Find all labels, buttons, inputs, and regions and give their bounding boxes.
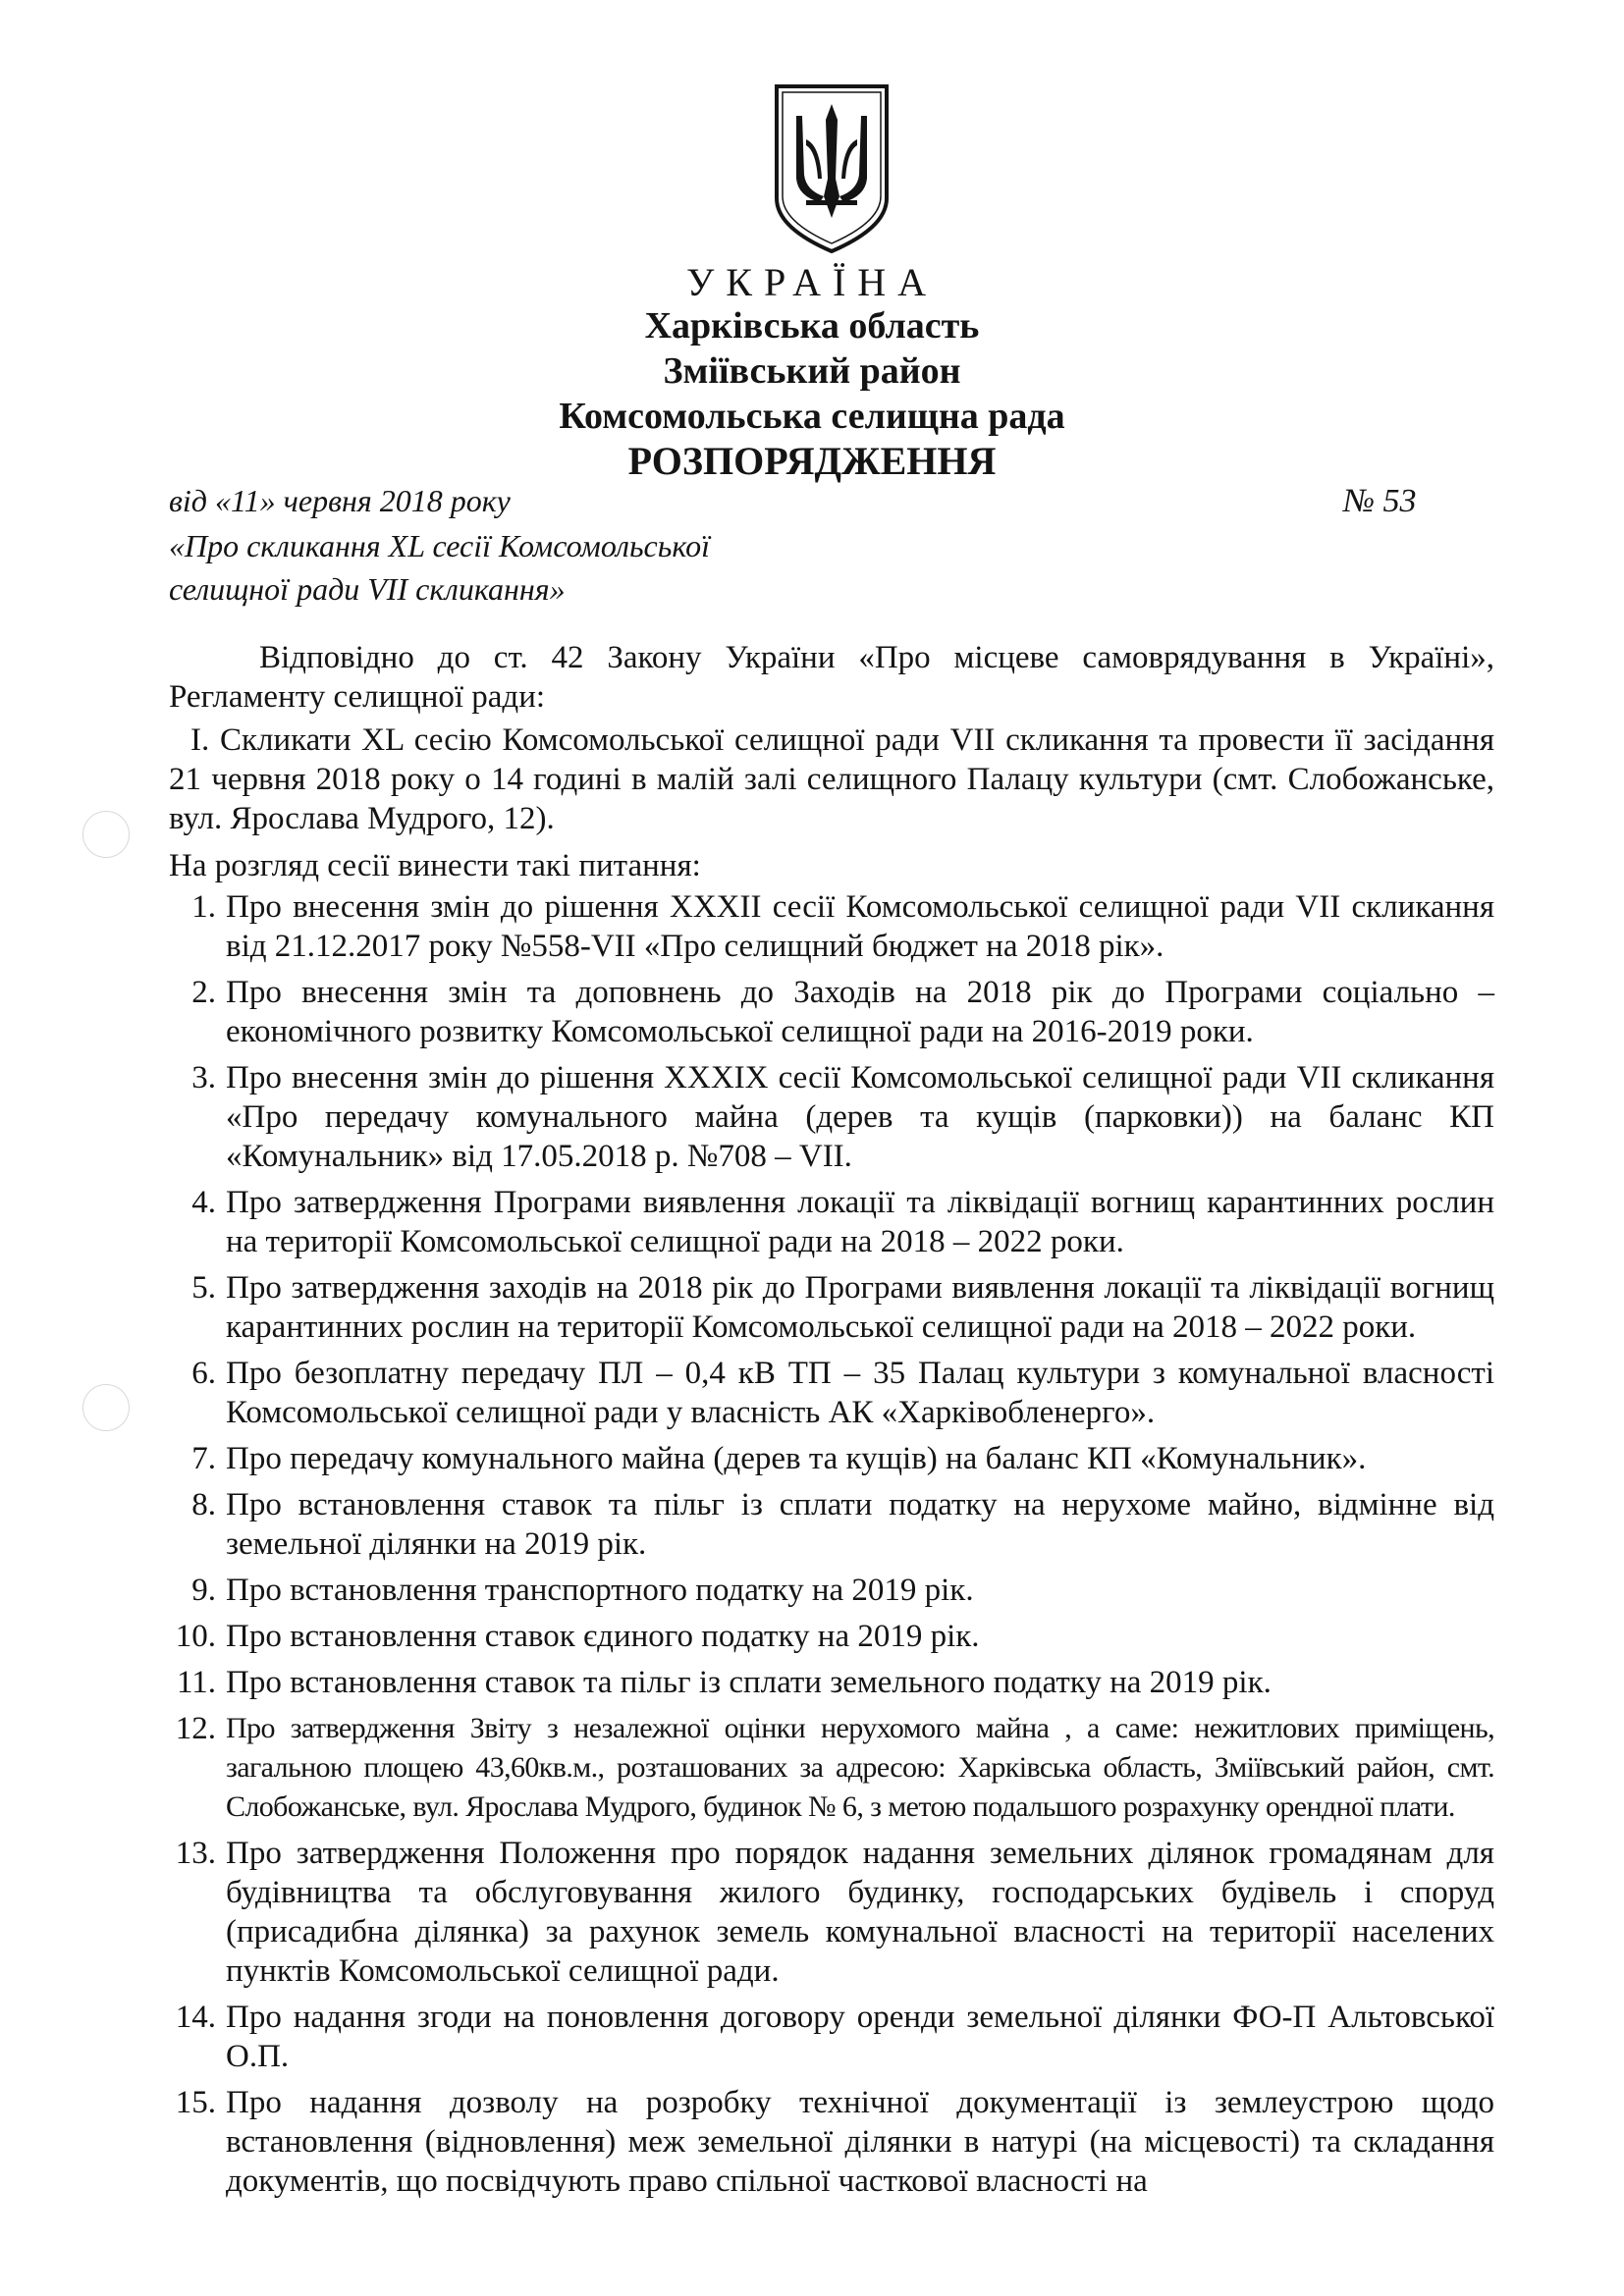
item-text: Про передачу комунального майна (дерев та кущів) на баланс КП «Комунальник».	[226, 1441, 1367, 1476]
list-item	[118, 1354, 1494, 1432]
item-text: Про встановлення ставок та пільг із сплати податку на нерухоме майно, відмінне від земельної ділянки на 2019 рік.	[226, 1487, 1494, 1562]
punch-hole-mark	[82, 811, 130, 858]
item-number: 2.	[191, 975, 216, 1010]
list-item	[118, 1617, 1494, 1656]
subject-line-1: «Про скликання XL сесії Комсомольської	[169, 528, 710, 563]
item-number: 14.	[175, 2000, 216, 2035]
item-number: 6.	[191, 1356, 216, 1391]
item-text: Про надання дозволу на розробку технічної документації із землеустрою щодо встановлення (відновлення) меж земельної ділянки в натурі (на місцевості) та складання документів, що посвідчують право спільної часткової власності на	[226, 2085, 1494, 2199]
agenda-list	[118, 887, 1494, 2208]
item-text: Про затвердження Програми виявлення локації та ліквідації вогнищ карантинних рослин на території Комсомольської селищної ради на 2018 – 2022 роки.	[226, 1185, 1494, 1259]
list-item	[118, 1834, 1494, 1991]
item-number: 4.	[191, 1185, 216, 1220]
punch-hole-mark	[82, 1384, 130, 1431]
item-number: 9.	[191, 1573, 216, 1608]
list-item	[118, 887, 1494, 966]
item-number: 15.	[175, 2085, 216, 2120]
item-text: Про внесення змін до рішення XXXIX сесії Комсомольської селищної ради VII скликання «Про передачу комунального майна (дерев та кущів (парковки)) на баланс КП «Комунальник» від 17.05.2018 р. №708 – VII.	[226, 1060, 1494, 1174]
list-item	[118, 1058, 1494, 1176]
country-name: УКРАЇНА	[685, 260, 939, 304]
list-item	[118, 1998, 1494, 2076]
list-item	[118, 1485, 1494, 1564]
item-text: Про затвердження Положення про порядок надання земельних ділянок громадянам для будівництва та обслуговування жилого будинку, господарських будівель і споруд (присадибна ділянка) за рахунок земель комунальної власності на території населених пунктів Комсомольської селищної ради.	[226, 1836, 1494, 1989]
item-number: 1.	[191, 889, 216, 925]
document-date: від «11» червня 2018 року	[169, 483, 511, 518]
item-text: Про внесення змін та доповнень до Заходів на 2018 рік до Програми соціально – економічного розвитку Комсомольської селищної ради на 2016-2019 роки.	[226, 975, 1494, 1049]
list-item	[118, 2083, 1494, 2201]
subject-line-2: селищної ради VII скликання»	[169, 571, 566, 607]
item-number: 10.	[175, 1619, 216, 1654]
list-item	[118, 973, 1494, 1051]
document-number: № 53	[1343, 483, 1417, 519]
item-text: Про затвердження заходів на 2018 рік до Програми виявлення локації та ліквідації вогнищ карантинних рослин на території Комсомольської селищної ради на 2018 – 2022 роки.	[226, 1270, 1494, 1345]
item-text: Про надання згоди на поновлення договору оренди земельної ділянки ФО-П Альтовської О.П.	[226, 2000, 1494, 2074]
list-item	[118, 1268, 1494, 1347]
decision-paragraph: І. Скликати XL сесію Комсомольської селищної ради VII скликання та провести її засідання 21 червня 2018 року о 14 годині в малій залі селищного Палацу культури (смт. Слобожанське, вул. Ярослава Мудрого, 12).	[169, 722, 1494, 836]
item-number: 5.	[191, 1270, 216, 1306]
region-name: Харківська область	[644, 305, 980, 347]
list-item	[118, 1439, 1494, 1478]
item-number: 11.	[176, 1665, 216, 1700]
intro-paragraph: Відповідно до ст. 42 Закону України «Про місцеве самоврядування в Україні», Регламенту селищної ради:	[169, 640, 1494, 715]
document-subject	[169, 524, 856, 611]
questions-heading: На розгляд сесії винести такі питання:	[169, 848, 701, 883]
list-item	[118, 1663, 1494, 1702]
item-number: 7.	[191, 1441, 216, 1476]
item-number: 3.	[191, 1060, 216, 1095]
item-text: Про встановлення ставок та пільг із сплати земельного податку на 2019 рік.	[226, 1665, 1272, 1700]
item-number: 13.	[175, 1836, 216, 1871]
list-item	[118, 1709, 1494, 1827]
item-text: Про встановлення транспортного податку на 2019 рік.	[226, 1573, 974, 1608]
item-text: Про безоплатну передачу ПЛ – 0,4 кВ ТП – 35 Палац культури з комунальної власності Комсомольської селищної ради у власність АК «Харківобленерго».	[226, 1356, 1494, 1430]
item-text: Про встановлення ставок єдиного податку на 2019 рік.	[226, 1619, 980, 1654]
item-number: 12.	[175, 1711, 216, 1746]
district-name: Зміївський район	[663, 350, 961, 392]
coat-of-arms-icon	[769, 80, 894, 257]
list-item	[118, 1183, 1494, 1261]
item-number: 8.	[191, 1487, 216, 1522]
item-text: Про внесення змін до рішення XXXII сесії Комсомольської селищної ради VII скликання від 21.12.2017 року №558-VII «Про селищний бюджет на 2018 рік».	[226, 889, 1494, 964]
item-text: Про затвердження Звіту з незалежної оцінки нерухомого майна , а саме: нежитлових приміщень, загальною площею 43,60кв.м., розташованих за адресою: Харківська область, Зміївський район, смт. Слобожанське, вул. Ярослава Мудрого, будинок № 6, з метою подальшого розрахунку орендної плати.	[226, 1712, 1494, 1823]
document-type: РОЗПОРЯДЖЕННЯ	[627, 439, 997, 483]
list-item	[118, 1571, 1494, 1610]
council-name: Комсомольська селищна рада	[559, 396, 1065, 437]
